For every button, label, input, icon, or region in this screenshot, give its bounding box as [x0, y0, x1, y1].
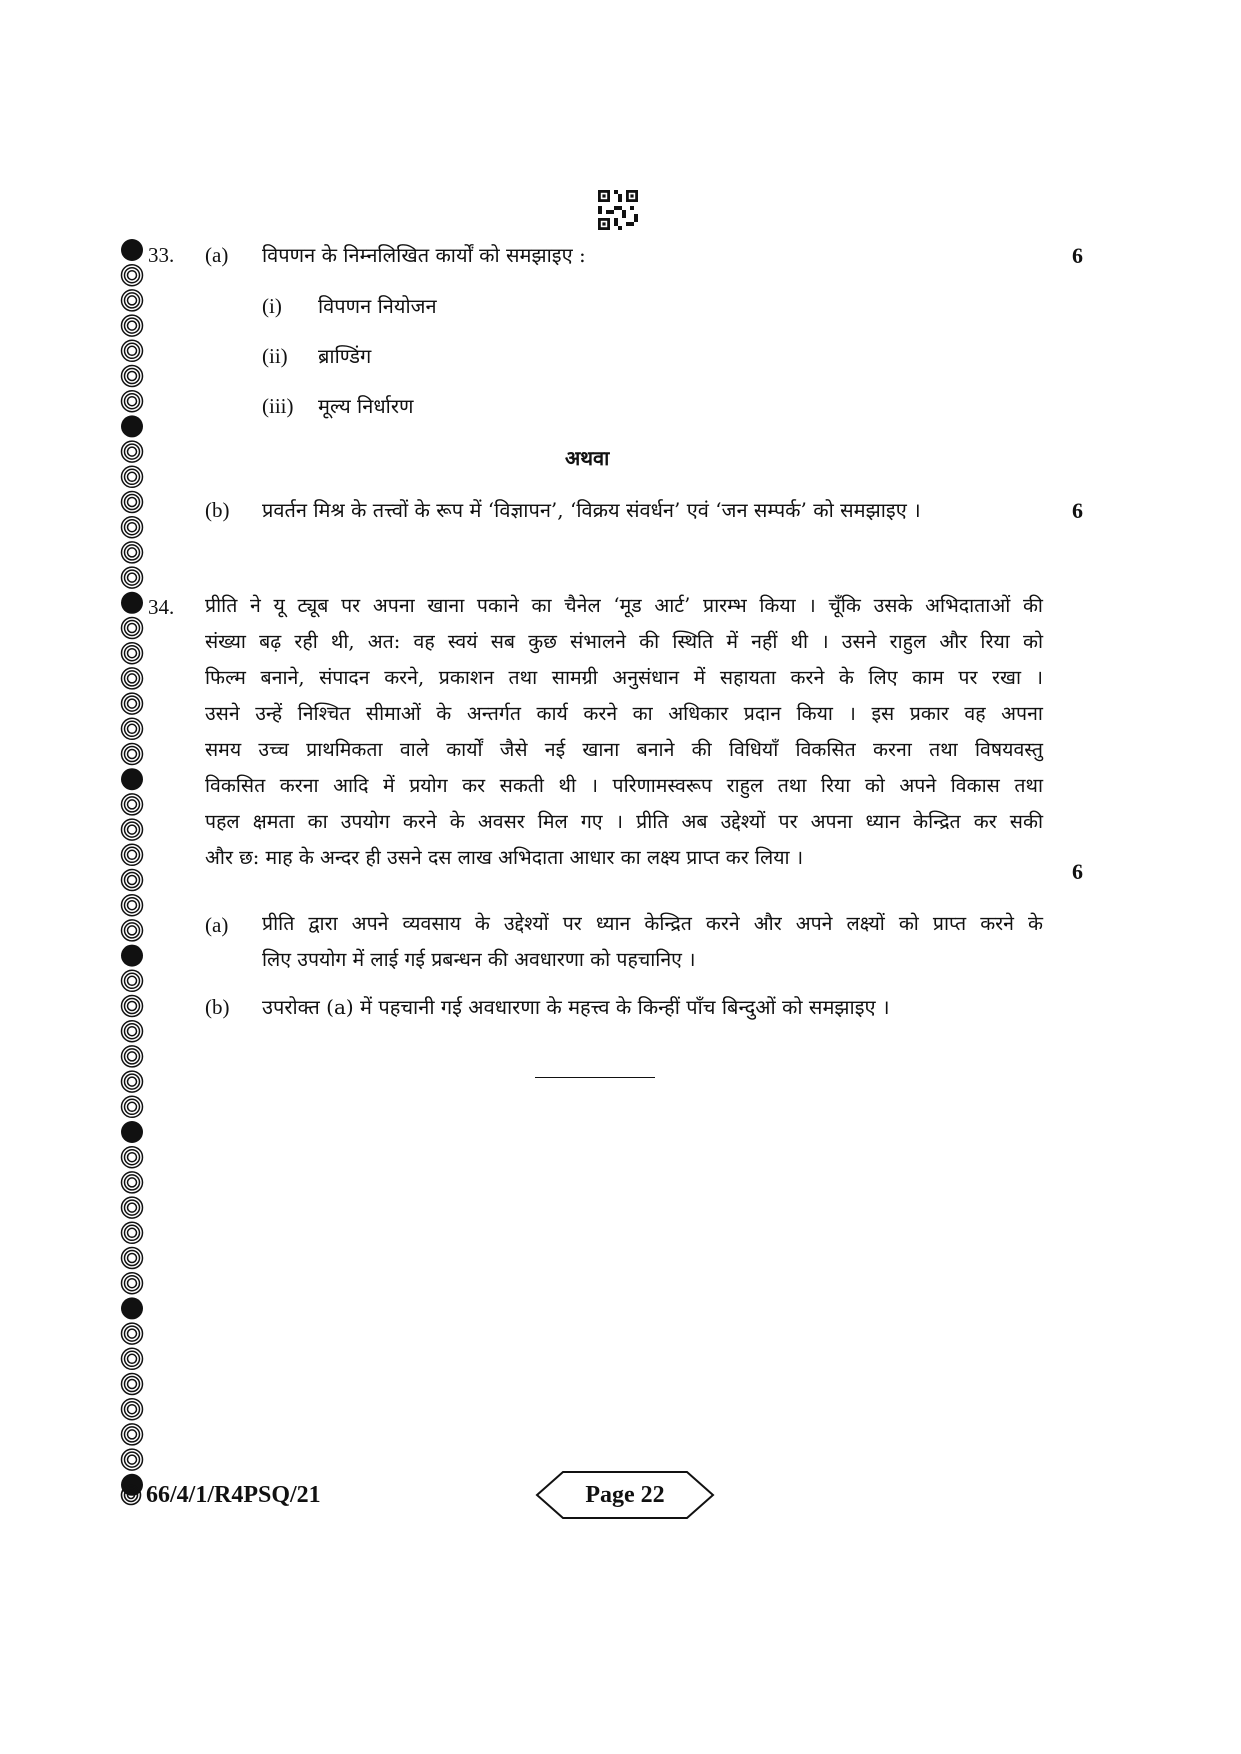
- margin-ring: [122, 517, 143, 538]
- margin-ring: [122, 744, 143, 765]
- q34-passage-line: प्रीति ने यू ट्यूब पर अपना खाना पकाने का चैनेल ‘मूड आर्ट’ प्रारम्भ किया । चूँकि उसके अभिदाताओं की: [205, 594, 1043, 617]
- margin-ring: [122, 265, 143, 286]
- question-33-number: 33.: [148, 243, 175, 267]
- margin-ring: [122, 895, 143, 916]
- q34-passage-line: उसने उन्हें निश्चित सीमाओं के अन्तर्गत कार्य करने का अधिकार प्रदान किया । इस प्रकार वह अपना: [205, 702, 1043, 725]
- margin-ring: [122, 1273, 143, 1294]
- margin-dot-solid: [121, 1297, 143, 1319]
- q34-passage-line: समय उच्च प्राथमिकता वाले कार्यों जैसे नई खाना बनाने की विधियाँ विकसित करना तथा विषयवस्तु: [205, 738, 1043, 761]
- margin-ring: [122, 1147, 143, 1168]
- q34-passage-line: फिल्म बनाने, संपादन करने, प्रकाशन तथा सामग्री अनुसंधान में सहायता करने के लिए काम पर रखा ।: [205, 666, 1043, 689]
- margin-ring: [122, 920, 143, 941]
- q34-marks: 6: [1072, 859, 1083, 884]
- margin-dot-solid: [121, 415, 143, 437]
- margin-ring: [122, 1172, 143, 1193]
- margin-ring: [122, 492, 143, 513]
- paper-code: 66/4/1/R4PSQ/21: [146, 1482, 321, 1508]
- margin-ring: [122, 1374, 143, 1395]
- margin-ring: [122, 1222, 143, 1243]
- margin-ring: [122, 1323, 143, 1344]
- margin-ring: [122, 1248, 143, 1269]
- q33-a-label: (a): [205, 243, 229, 267]
- margin-dot-solid: [121, 239, 143, 261]
- q33-item-1-label: (i): [262, 294, 282, 318]
- margin-dot-solid: [121, 592, 143, 614]
- margin-ring: [122, 1021, 143, 1042]
- margin-ring: [122, 391, 143, 412]
- margin-dot-solid: [121, 768, 143, 790]
- q33-item-2-text: ब्राण्डिंग: [318, 344, 372, 368]
- q34-a-line: लिए उपयोग में लाई गई प्रबन्धन की अवधारणा को पहचानिए ।: [262, 948, 696, 971]
- end-of-question-rule: [535, 1077, 655, 1078]
- margin-ring: [122, 1096, 143, 1117]
- q34-passage-line: और छ: माह के अन्दर ही उसने दस लाख अभिदाता आधार का लक्ष्य प्राप्त कर लिया ।: [205, 846, 804, 869]
- q34-passage-line: संख्या बढ़ रही थी, अत: वह स्वयं सब कुछ संभालने की स्थिति में नहीं थी । उसने राहुल और रिया को: [205, 630, 1043, 653]
- margin-ring: [122, 819, 143, 840]
- q33-a-text: विपणन के निम्नलिखित कार्यों को समझाइए :: [262, 243, 586, 267]
- question-34-number: 34.: [148, 595, 175, 619]
- margin-ring: [122, 1348, 143, 1369]
- margin-ring: [122, 1449, 143, 1470]
- q33-b-text: प्रवर्तन मिश्र के तत्त्वों के रूप में ‘विज्ञापन’, ‘विक्रय संवर्धन’ एवं ‘जन सम्पर्क’ को समझाइए ।: [262, 498, 921, 522]
- q34-b-label: (b): [205, 995, 230, 1019]
- margin-ring: [122, 466, 143, 487]
- footer-ring-icon: [120, 1484, 142, 1506]
- margin-dot-solid: [121, 1121, 143, 1143]
- margin-ring: [122, 668, 143, 689]
- margin-ring: [122, 441, 143, 462]
- q33-item-3-label: (iii): [262, 394, 294, 418]
- q34-passage-line: पहल क्षमता का उपयोग करने के अवसर मिल गए । प्रीति अब उद्देश्यों पर अपना ध्यान केन्द्रित कर सकी: [205, 810, 1043, 833]
- q33-b-label: (b): [205, 498, 230, 522]
- q34-a-text: [262, 906, 1043, 978]
- margin-ring: [122, 970, 143, 991]
- q33-or-separator: अथवा: [565, 446, 610, 470]
- margin-ring: [122, 844, 143, 865]
- margin-ring: [122, 794, 143, 815]
- margin-ring: [122, 315, 143, 336]
- margin-dot-solid: [121, 945, 143, 967]
- margin-ring: [122, 643, 143, 664]
- margin-ring: [122, 1399, 143, 1420]
- q34-a-line: प्रीति द्वारा अपने व्यवसाय के उद्देश्यों पर ध्यान केन्द्रित करने और अपने लक्ष्यों को प्राप्त करने के: [262, 912, 1043, 935]
- q33-a-marks: 6: [1072, 243, 1083, 268]
- margin-ring: [122, 1197, 143, 1218]
- margin-ring: [122, 1071, 143, 1092]
- margin-ring: [122, 996, 143, 1017]
- margin-ring: [122, 718, 143, 739]
- margin-ring: [122, 1424, 143, 1445]
- margin-ring: [122, 693, 143, 714]
- margin-ring: [122, 870, 143, 891]
- page-number: Page 22: [585, 1481, 665, 1508]
- qr-code-image: [598, 190, 638, 230]
- q34-b-text: उपरोक्त (a) में पहचानी गई अवधारणा के महत्त्व के किन्हीं पाँच बिन्दुओं को समझाइए ।: [262, 995, 890, 1019]
- q34-passage: [205, 588, 1043, 876]
- q33-item-1-text: विपणन नियोजन: [318, 294, 437, 318]
- q34-passage-line: विकसित करना आदि में प्रयोग कर सकती थी । परिणामस्वरूप राहुल तथा रिया को अपने विकास तथा: [205, 774, 1043, 797]
- margin-ring: [122, 542, 143, 563]
- q33-item-2-label: (ii): [262, 344, 288, 368]
- margin-ring-rail: [118, 238, 146, 1498]
- margin-ring: [122, 290, 143, 311]
- margin-ring: [122, 366, 143, 387]
- margin-ring: [122, 340, 143, 361]
- q33-b-marks: 6: [1072, 498, 1083, 523]
- q33-item-3-text: मूल्य निर्धारण: [318, 394, 414, 418]
- margin-ring: [122, 1046, 143, 1067]
- margin-ring: [122, 618, 143, 639]
- margin-ring: [122, 567, 143, 588]
- q34-a-label: (a): [205, 913, 229, 937]
